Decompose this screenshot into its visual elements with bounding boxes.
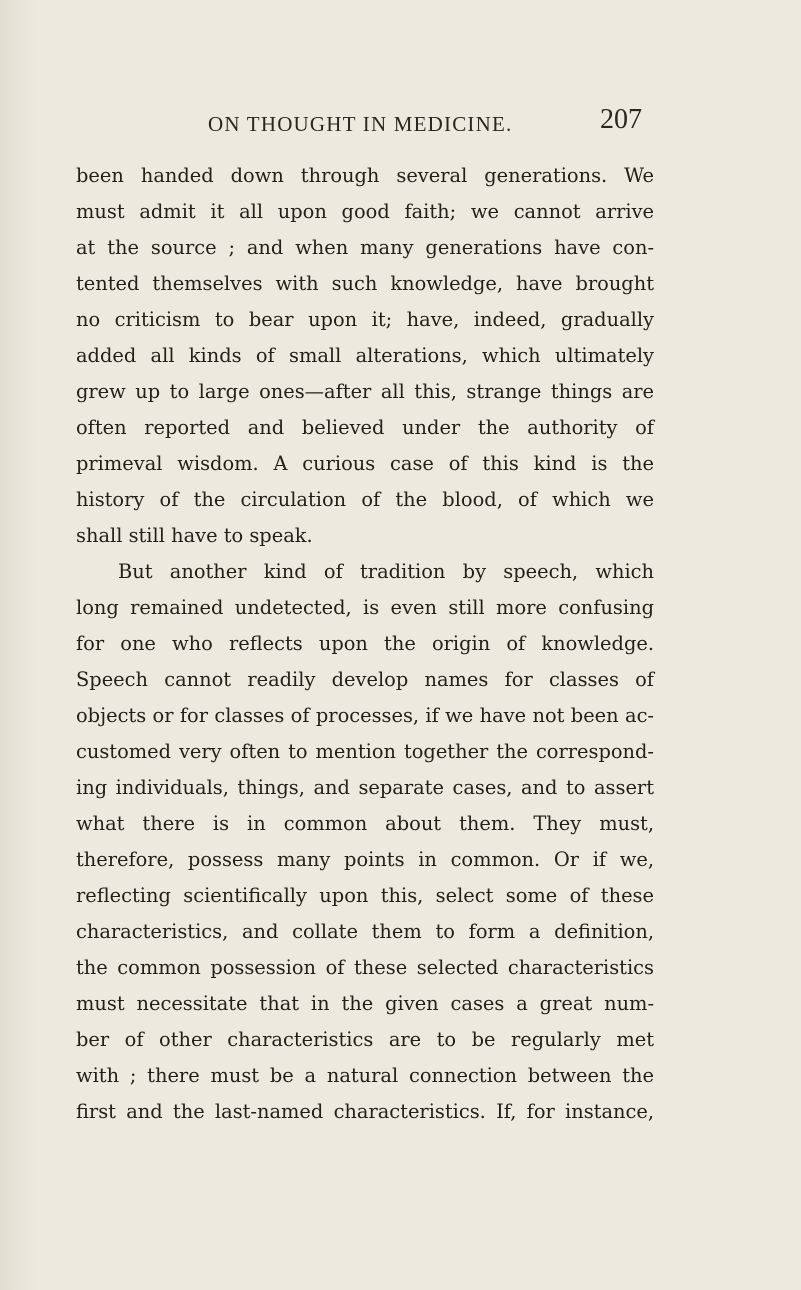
text-line: no criticism to bear upon it; have, indeed, gradually bbox=[76, 308, 654, 331]
text-line: characteristics, and collate them to form a definition, bbox=[76, 920, 654, 943]
text-line: long remained undetected, is even still more confusing bbox=[76, 596, 654, 619]
text-line: grew up to large ones—after all this, strange things are bbox=[76, 380, 654, 403]
text-line: tented themselves with such knowledge, have brought bbox=[76, 272, 654, 295]
text-line: must necessitate that in the given cases a great num- bbox=[76, 992, 654, 1015]
running-head-title: ON THOUGHT IN MEDICINE. bbox=[208, 112, 513, 136]
text-line: what there is in common about them. They must, bbox=[76, 812, 654, 835]
text-line: shall still have to speak. bbox=[76, 524, 313, 547]
text-line: added all kinds of small alterations, which ultimately bbox=[76, 344, 654, 367]
text-line: been handed down through several generations. We bbox=[76, 164, 654, 187]
text-line: But another kind of tradition by speech, which bbox=[118, 560, 654, 583]
text-line: history of the circulation of the blood, of which we bbox=[76, 488, 654, 511]
text-line: often reported and believed under the authority of bbox=[76, 416, 654, 439]
page-number: 207 bbox=[600, 104, 642, 135]
text-line: therefore, possess many points in common. Or if we, bbox=[76, 848, 654, 871]
text-line: with ; there must be a natural connection between the bbox=[76, 1064, 654, 1087]
text-line: ber of other characteristics are to be regularly met bbox=[76, 1028, 654, 1051]
text-line: at the source ; and when many generations have con- bbox=[76, 236, 654, 259]
text-line: objects or for classes of processes, if we have not been ac- bbox=[76, 704, 654, 727]
running-head bbox=[0, 104, 801, 142]
text-line: for one who reflects upon the origin of knowledge. bbox=[76, 632, 654, 655]
text-line: customed very often to mention together the correspond- bbox=[76, 740, 654, 763]
text-line: reflecting scientifically upon this, select some of these bbox=[76, 884, 654, 907]
text-line: first and the last-named characteristics. If, for instance, bbox=[76, 1100, 654, 1123]
text-line: must admit it all upon good faith; we cannot arrive bbox=[76, 200, 654, 223]
text-line: ing individuals, things, and separate cases, and to assert bbox=[76, 776, 654, 799]
text-line: Speech cannot readily develop names for classes of bbox=[76, 668, 654, 691]
text-line: primeval wisdom. A curious case of this kind is the bbox=[76, 452, 654, 475]
text-line: the common possession of these selected characteristics bbox=[76, 956, 654, 979]
